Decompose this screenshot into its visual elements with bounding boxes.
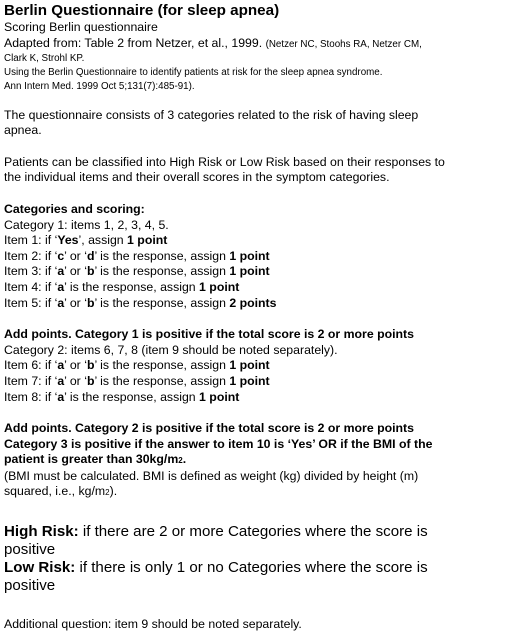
low-risk-label: Low Risk: bbox=[4, 559, 76, 577]
high-risk-line: High Risk: if there are 2 or more Categories where the score is bbox=[4, 523, 428, 541]
adapted-line bbox=[4, 36, 518, 52]
citation-title: Using the Berlin Questionnaire to identify patients at risk for the sleep apnea syndrome. bbox=[4, 66, 383, 78]
bmi-note-cont: squared, i.e., kg/m2). bbox=[4, 484, 118, 499]
citation-authors: (Netzer NC, Stoohs RA, Netzer CM, bbox=[265, 38, 422, 50]
high-risk-line-cont: positive bbox=[4, 541, 56, 559]
citation-journal: Ann Intern Med. 1999 Oct 5;131(7):485-91). bbox=[4, 80, 195, 92]
category-3-rule: Category 3 is positive if the answer to item 10 is ‘Yes’ OR if the BMI of the bbox=[4, 436, 433, 451]
categories-heading: Categories and scoring: bbox=[4, 201, 145, 216]
document-title: Berlin Questionnaire (for sleep apnea) bbox=[4, 2, 280, 19]
adapted-source: Adapted from: Table 2 from Netzer, et al., 1999. bbox=[4, 35, 263, 50]
bmi-note: (BMI must be calculated. BMI is defined as weight (kg) divided by height (m) bbox=[4, 468, 419, 483]
category-2-item: Item 8: if ‘a’ is the response, assign 1 point bbox=[4, 389, 240, 404]
category-2-rule: Add points. Category 2 is positive if the total score is 2 or more points bbox=[4, 421, 414, 436]
category-1-list bbox=[4, 233, 518, 311]
classify-line-1: Patients can be classified into High Risk or Low Risk based on their responses to bbox=[4, 154, 445, 169]
high-risk-label: High Risk: bbox=[4, 523, 79, 541]
document-subtitle: Scoring Berlin questionnaire bbox=[4, 20, 158, 34]
category-1-items: Category 1: items 1, 2, 3, 4, 5. bbox=[4, 217, 169, 232]
category-1-item: Item 4: if ‘a’ is the response, assign 1 point bbox=[4, 279, 240, 294]
document bbox=[4, 2, 518, 633]
additional-question: Additional question: item 9 should be noted separately. bbox=[4, 617, 302, 632]
low-risk-line: Low Risk: if there is only 1 or no Categories where the score is bbox=[4, 559, 428, 577]
category-2-item: Item 6: if ‘a’ or ‘b’ is the response, assign 1 point bbox=[4, 358, 270, 373]
category-1-rule: Add points. Category 1 is positive if the total score is 2 or more points bbox=[4, 327, 414, 342]
category-3-rule-cont: patient is greater than 30kg/m2. bbox=[4, 452, 187, 467]
intro-line-2: apnea. bbox=[4, 123, 42, 138]
citation-authors-cont: Clark K, Strohl KP. bbox=[4, 52, 85, 64]
category-2-items: Category 2: items 6, 7, 8 (item 9 should be noted separately). bbox=[4, 342, 338, 357]
category-1-item: Item 2: if ‘c’ or ‘d’ is the response, assign 1 point bbox=[4, 248, 270, 263]
intro-line-1: The questionnaire consists of 3 categories related to the risk of having sleep bbox=[4, 107, 419, 122]
category-1-item: Item 1: if ‘Yes’, assign 1 point bbox=[4, 233, 168, 248]
classify-line-2: the individual items and their overall scores in the symptom categories. bbox=[4, 170, 390, 185]
category-1-item: Item 5: if ‘a’ or ‘b’ is the response, assign 2 points bbox=[4, 295, 277, 310]
low-risk-line-cont: positive bbox=[4, 577, 56, 595]
category-2-list bbox=[4, 358, 518, 405]
category-1-item: Item 3: if ‘a’ or ‘b’ is the response, assign 1 point bbox=[4, 264, 270, 279]
category-2-item: Item 7: if ‘a’ or ‘b’ is the response, assign 1 point bbox=[4, 373, 270, 388]
